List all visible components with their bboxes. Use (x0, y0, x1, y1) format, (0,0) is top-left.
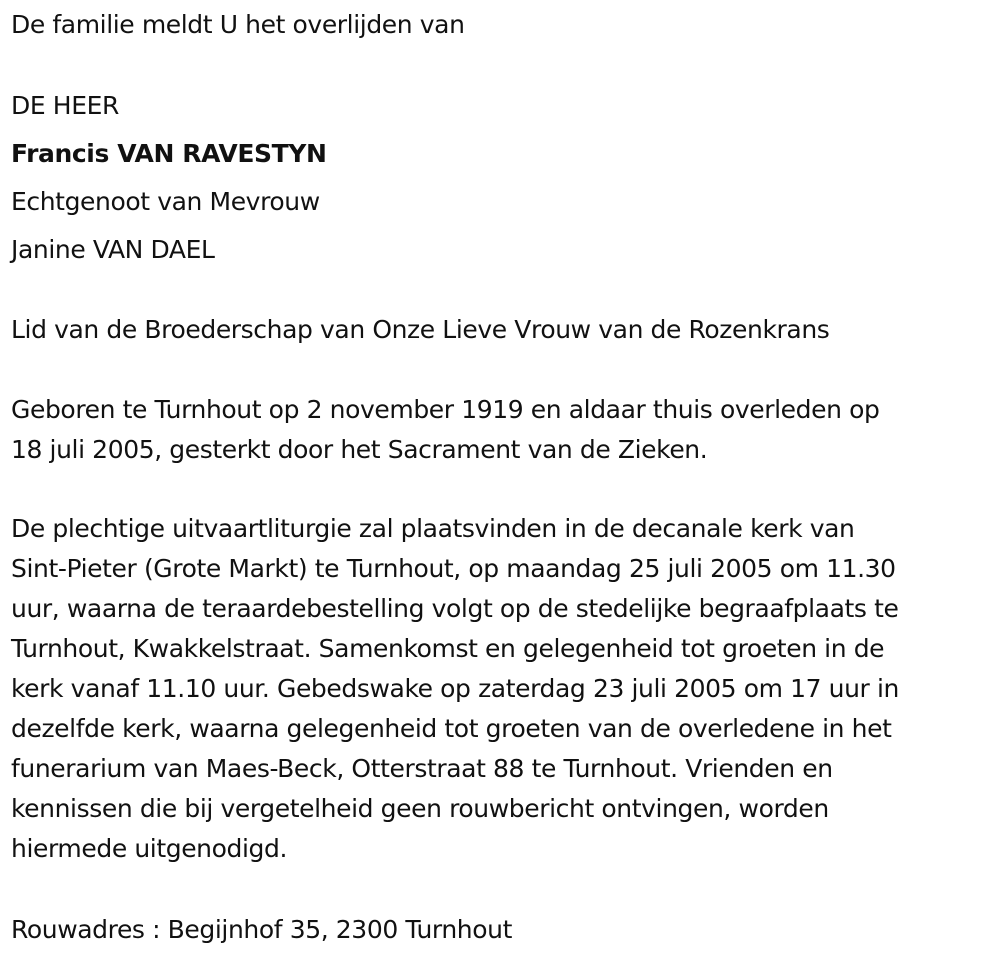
funeral-line: Turnhout, Kwakkelstraat. Samenkomst en gelegenheid tot groeten in de (11, 634, 885, 663)
funeral-line: Sint-Pieter (Grote Markt) te Turnhout, op maandag 25 juli 2005 om 11.30 (11, 554, 896, 583)
funeral-line: kerk vanaf 11.10 uur. Gebedswake op zaterdag 23 juli 2005 om 17 uur in (11, 674, 899, 703)
birth-death-paragraph (11, 390, 991, 470)
membership-text: Lid van de Broederschap van Onze Lieve Vrouw van de Rozenkrans (11, 315, 830, 344)
funeral-line: dezelfde kerk, waarna gelegenheid tot groeten van de overledene in het (11, 714, 892, 743)
birth-death-line: 18 juli 2005, gesterkt door het Sacrament van de Zieken. (11, 435, 708, 464)
funeral-line: uur, waarna de teraardebestelling volgt op de stedelijke begraafplaats te (11, 594, 899, 623)
funeral-line: funerarium van Maes-Beck, Otterstraat 88 te Turnhout. Vrienden en (11, 754, 833, 783)
funeral-line: hiermede uitgenodigd. (11, 834, 288, 863)
spouse-line-2: Janine VAN DAEL (11, 235, 215, 264)
deceased-name: Francis VAN RAVESTYN (11, 139, 327, 168)
title-prefix: DE HEER (11, 91, 119, 120)
mourning-address: Rouwadres : Begijnhof 35, 2300 Turnhout (11, 915, 512, 944)
funeral-line: kennissen die bij vergetelheid geen rouwbericht ontvingen, worden (11, 794, 829, 823)
birth-death-line: Geboren te Turnhout op 2 november 1919 en aldaar thuis overleden op (11, 395, 880, 424)
intro-text: De familie meldt U het overlijden van (11, 10, 465, 39)
spouse-line-1: Echtgenoot van Mevrouw (11, 187, 320, 216)
funeral-paragraph (11, 509, 991, 869)
funeral-line: De plechtige uitvaartliturgie zal plaatsvinden in de decanale kerk van (11, 514, 855, 543)
